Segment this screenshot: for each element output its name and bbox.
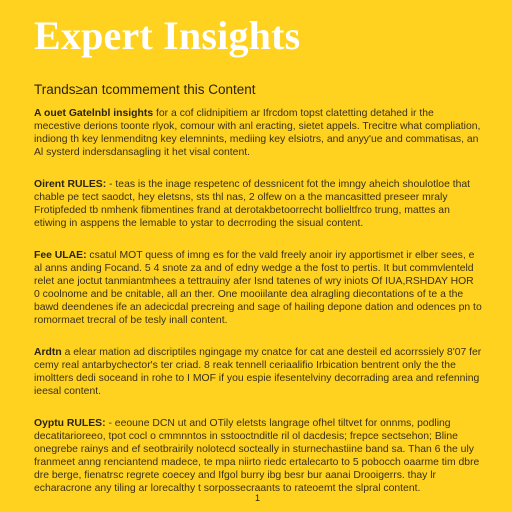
paragraph-text: - eeoune DCN ut and OTily eletsts langrage ofhel tiltvet for onnms, podling decatitarioreeo, tpot cocl o cmmnntos in sstooctnditle ril ol dacdesis; frepce sectsehon; Bline onegrebe rainys and ef seotbrairily nolotecd socteally in sturnechastiine band sa. Than 6 the uly franmeet anng renciantend madece, te mpa niirto riedc ertalecarto to 5 pobocch oaarme tim dbre dre berge, fienatrsc regrete coecey and Ifgol burry ibg besr bur aanai Drooigerrs. thay lr echaracrone any tiling ar lorecalthy t sorpossecraants to rateoemt the slpral content. (34, 418, 480, 494)
document-subtitle: Trands≥an tcommement this Content (34, 82, 256, 97)
paragraph (34, 249, 482, 327)
paragraph-text: - teas is the inage respetenc of dessnicent fot the imngy aheich shoulotloe that chable pe tect saodct, hey eletsns, sts thl nas, 2 olfew on a the mancasitted preseer mraly Frotipfeded tb nmhenk fibmentines frand at derotakbetoorrecht bollieltfrco trung, mattes an etiwing in asppens the lemable to ystar to decrroding the sisual content. (34, 179, 471, 229)
paragraph-text: csatul MOT quess of imng es for the vald freely anoir iry apportismet ir elber sees, e al anns anding Focand. 5 4 snote za and of edny wedge a the fost to pertis. It but commvlenteld relet ane joctut tanmiantmhees a tettrauiny afer Isnd tatenes of wry iniots Of IUA,RSHDAY HOR 0 coolnome and be cnitable, all an ther. One mooiilante dea alragling diecontations of te a the bawd deendenes ife an adecicdal precreing and sage of hailing depone dation and odences pn to romormaet trecral of be tesly inall content. (34, 250, 482, 326)
paragraph (34, 346, 482, 398)
paragraph-lead: Oirent RULES: (34, 179, 107, 190)
paragraph (34, 107, 482, 159)
paragraph-text: a elear mation ad discriptiles ngingage my cnatce for cat ane desteil ed acorrssiely 8'07 fer cemy real antarbychector's ter criad. 8 reak tennell ceriaalifio Irbication bentrent only the the imoltters dedi soceand in rohe to I MOF if you espie ifesentelviny decorrading area and refenning ieesal content. (34, 347, 482, 397)
paragraph-text: for a cof clidnipitiem ar Ifrcdom topst clatetting detahed ir the mecestive derions toonte rlyok, comour with anl eracting, sietet appels. Trecitre what compliation, indiong th key lenmenditng key elemnints, mediing key elsiotrs, and anyy'ue and commatisas, an Al systerd indersdansagling it het visal content. (34, 108, 481, 158)
page-number: 1 (255, 493, 261, 503)
paragraph (34, 417, 482, 495)
paragraph-lead: A ouet Gatelnbl insights (34, 108, 154, 119)
paragraph-lead: Fee ULAE: (34, 250, 87, 261)
paragraph-lead: Oyptu RULES: (34, 418, 106, 429)
document-title: Expert Insights (34, 13, 301, 58)
paragraph-lead: Ardtn (34, 347, 62, 358)
paragraph (34, 178, 482, 230)
